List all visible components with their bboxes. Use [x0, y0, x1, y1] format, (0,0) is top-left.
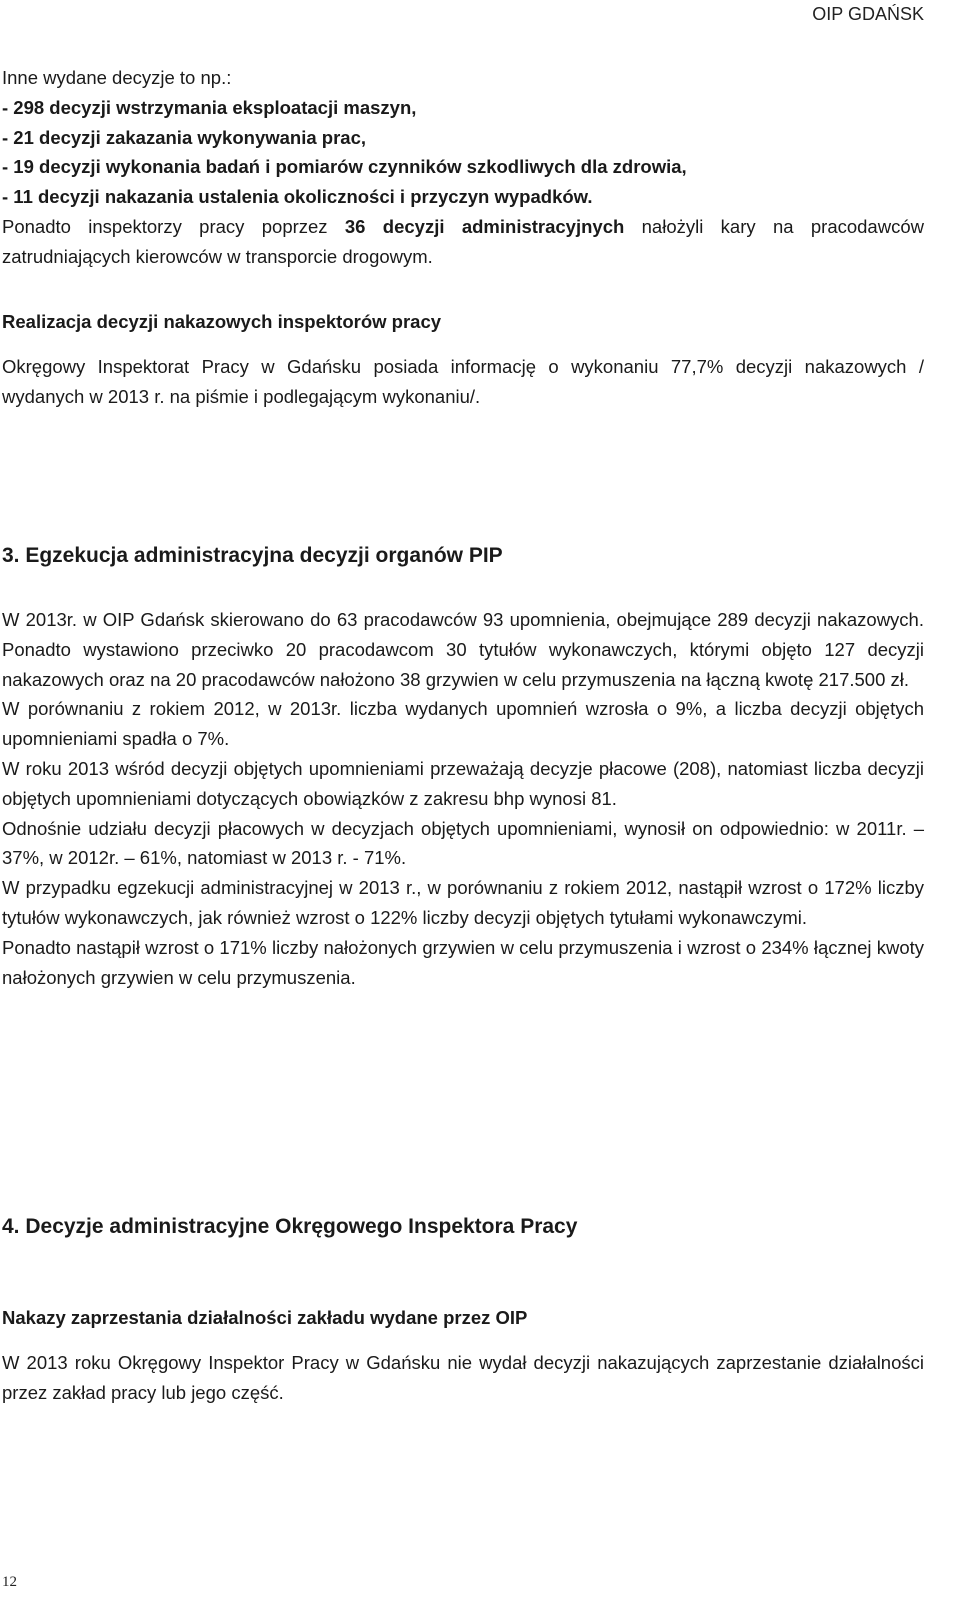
- intro-lead: Inne wydane decyzje to np.:: [2, 67, 232, 88]
- section-3-paragraph: W przypadku egzekucji administracyjnej w 2013 r., w porównaniu z rokiem 2012, nastąpił wzrost o 172% liczby tytułów wykonawczych, jak również wzrost o 122% liczby decyzji objętych tytułami wykonawczymi.: [2, 877, 924, 928]
- penalty-text: Ponadto inspektorzy pracy poprzez: [2, 215, 345, 237]
- page-number: 12: [2, 1574, 17, 1590]
- realizacja-text: Okręgowy Inspektorat Pracy w Gdańsku posiada informację o wykonaniu 77,7% decyzji nakazowych / wydanych w 2013 r. na piśmie i podlegającym wykonaniu/.: [2, 355, 924, 407]
- penalty-text: nałożyli kary na pracodawców zatrudniających kierowców w transporcie drogowym.: [2, 215, 924, 267]
- section-4-subtitle: Nakazy zaprzestania działalności zakładu wydane przez OIP: [2, 1307, 528, 1328]
- intro-item: - 298 decyzji wstrzymania eksploatacji maszyn,: [2, 96, 417, 118]
- intro-block: [2, 63, 924, 272]
- section-4-title: 4. Decyzje administracyjne Okręgowego Inspektora Pracy: [2, 1215, 578, 1238]
- section-3-paragraph: W 2013r. w OIP Gdańsk skierowano do 63 pracodawców 93 upomnienia, obejmujące 289 decyzji nakazowych. Ponadto wystawiono przeciwko 20 pracodawcom 30 tytułów wykonawczych, którymi objęto 127 decyzji nakazowych oraz na 20 pracodawców nałożono 38 grzywien w celu przymuszenia na łączną kwotę 217.500 zł.: [2, 609, 924, 690]
- section-3-paragraph: W roku 2013 wśród decyzji objętych upomnieniami przeważają decyzje płacowe (208), natomiast liczba decyzji objętych upomnieniami dotyczących obowiązków z zakresu bhp wynosi 81.: [2, 757, 924, 809]
- realizacja-block: [2, 307, 924, 411]
- section-3-paragraph: Ponadto nastąpił wzrost o 171% liczby nałożonych grzywien w celu przymuszenia i wzrost o 234% łącznej kwoty nałożonych grzywien w celu przymuszenia.: [2, 936, 924, 988]
- section-3: [2, 541, 924, 992]
- penalty-count: 36 decyzji administracyjnych: [344, 215, 625, 237]
- intro-item: - 11 decyzji nakazania ustalenia okoliczności i przyczyn wypadków.: [2, 186, 593, 208]
- page-header-org: OIP GDAŃSK: [812, 4, 924, 24]
- realizacja-title: Realizacja decyzji nakazowych inspektorów pracy: [2, 311, 442, 332]
- section-4-text: W 2013 roku Okręgowy Inspektor Pracy w Gdańsku nie wydał decyzji nakazujących zaprzestanie działalności przez zakład pracy lub jego część.: [2, 1351, 924, 1403]
- section-3-title: 3. Egzekucja administracyjna decyzji organów PIP: [2, 544, 503, 567]
- section-3-paragraph: Odnośnie udziału decyzji płacowych w decyzjach objętych upomnieniami, wynosił on odpowiednio: w 2011r. – 37%, w 2012r. – 61%, natomiast w 2013 r. - 71%.: [2, 817, 924, 869]
- section-3-body: [2, 605, 924, 992]
- intro-item: - 21 decyzji zakazania wykonywania prac,: [2, 126, 367, 148]
- section-3-paragraph: W porównaniu z rokiem 2012, w 2013r. liczba wydanych upomnień wzrosła o 9%, a liczba decyzji objętych upomnieniami spadła o 7%.: [2, 698, 924, 750]
- penalty-paragraph: [2, 212, 924, 272]
- intro-item: - 19 decyzji wykonania badań i pomiarów czynników szkodliwych dla zdrowia,: [2, 156, 687, 178]
- section-4: [2, 1212, 924, 1407]
